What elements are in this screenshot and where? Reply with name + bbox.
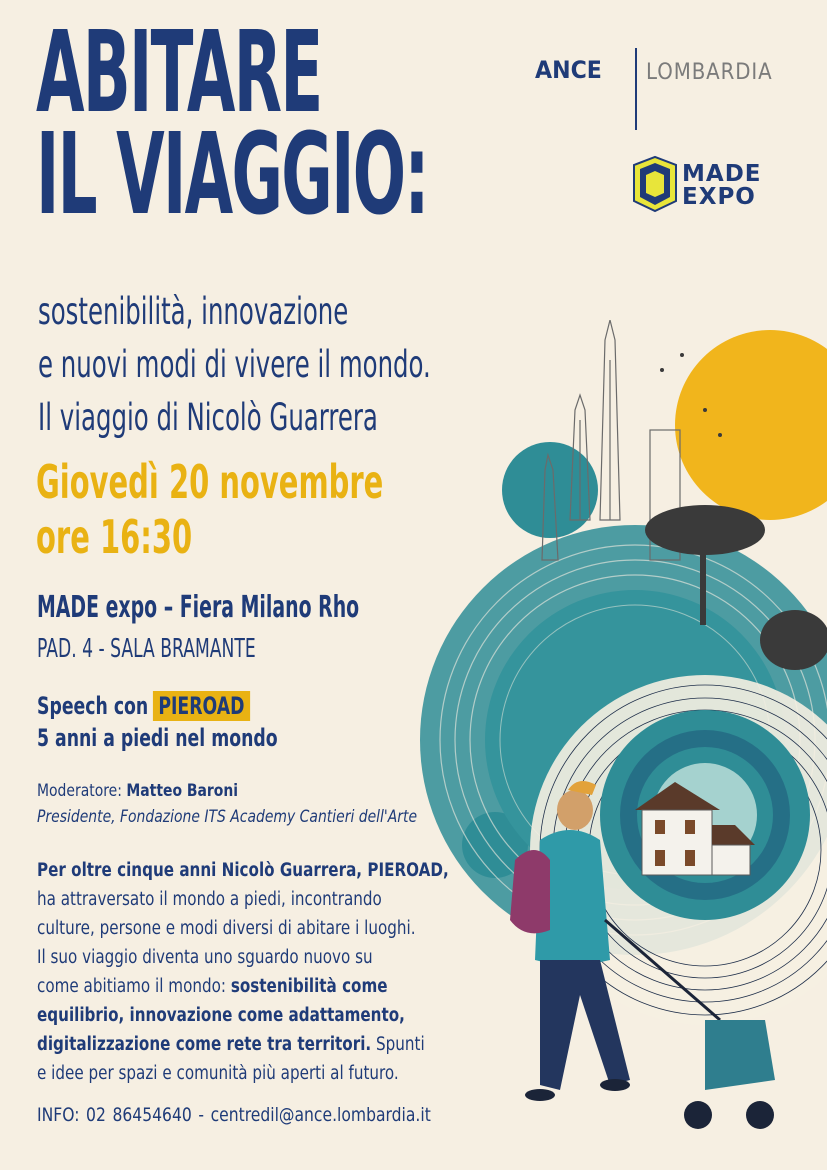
moderator-block: Moderatore: Matteo Baroni Presidente, Fondazione ITS Academy Cantieri dell'Arte [37, 781, 418, 827]
description: Per oltre cinque anni Nicolò Guarrera, PIEROAD, ha attraversato il mondo a piedi, incontrando culture, persone e modi diversi di abitare i luoghi. Il suo viaggio diventa uno sguardo nuovo su come abitiamo il mondo: sostenibilità come equilibrio, innovazione come adattamento, digitalizzazione come rete tra territori. Spunti e idee per spazi e comunità più aperti al futuro. [37, 860, 449, 1084]
expo-logo-text: EXPO [682, 184, 756, 210]
speech-block: Speech con PIEROAD 5 anni a piedi nel mondo [37, 692, 278, 752]
ance-logo: ANCE [535, 56, 602, 84]
speaker-tag: PIEROAD [153, 691, 251, 721]
phone-number[interactable]: 02 86454640 [86, 1104, 192, 1126]
email-link[interactable]: - centredil@ance.lombardia.it [198, 1104, 431, 1126]
illustration [420, 320, 827, 1170]
venue-name: MADE expo – Fiera Milano Rho [37, 590, 360, 625]
sun-circle [675, 330, 827, 520]
poster-subtitle: sostenibilità, innovazione e nuovi modi di vivere il mondo. Il viaggio di Nicolò Guarrera [38, 290, 431, 439]
venue-hall: PAD. 4 - SALA BRAMANTE [37, 634, 256, 664]
made-expo-icon [632, 155, 678, 213]
logo-divider [635, 48, 637, 130]
made-logo-text: MADE [682, 161, 762, 187]
info-line: INFO: 02 86454640 - centredil@ance.lombardia.it [37, 1104, 431, 1126]
poster-title: ABITARE IL VIAGGIO: [36, 8, 428, 240]
concentric-rings [420, 525, 827, 1025]
event-date: Giovedì 20 novembre ore 16:30 [36, 455, 384, 564]
teal-circle-top [502, 442, 598, 538]
lombardia-logo: LOMBARDIA [646, 60, 773, 85]
